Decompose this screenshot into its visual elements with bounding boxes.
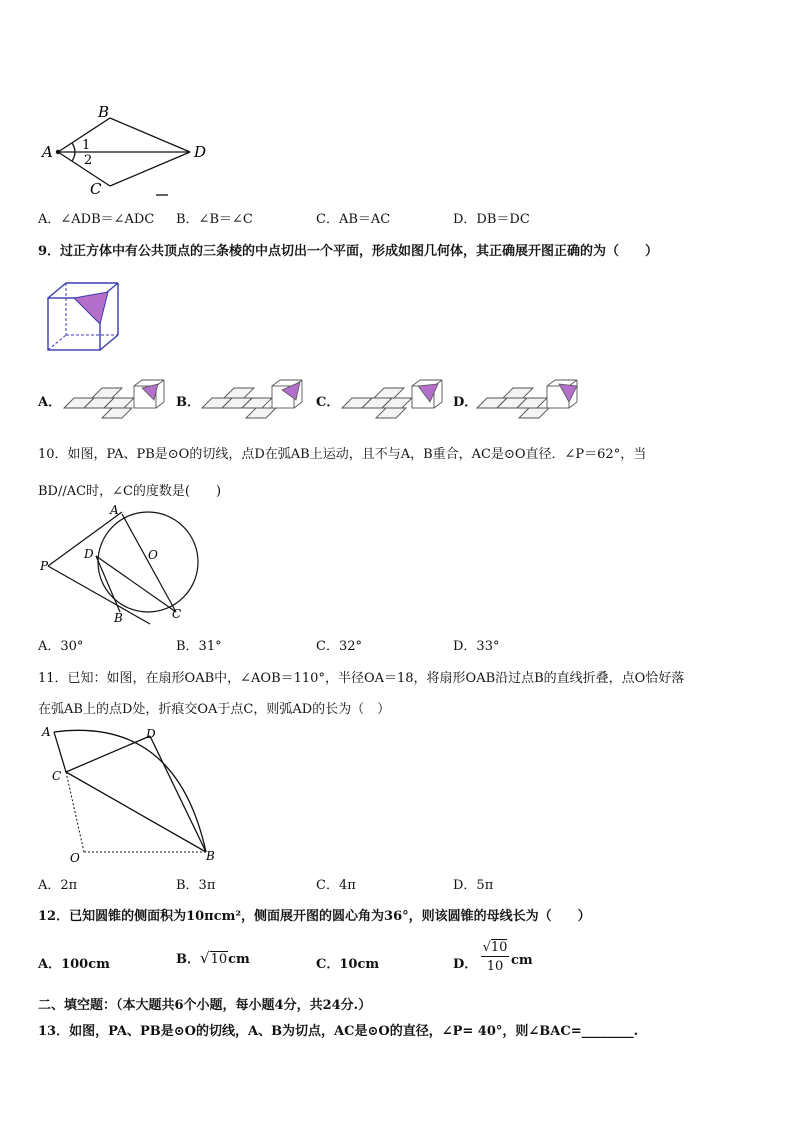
q8-label-a: A: [42, 143, 53, 161]
q8-option-b[interactable]: B．∠B＝∠C: [176, 212, 253, 227]
q12-option-d-fraction: [481, 940, 509, 974]
q10-option-c[interactable]: C．32°: [316, 639, 362, 654]
q8-angle-2: 2: [84, 153, 93, 168]
q12-option-c[interactable]: C．10cm: [316, 957, 380, 972]
q11-option-b[interactable]: B．3π: [176, 878, 216, 893]
section-heading: 二、填空题：（本大题共6个小题，每小题4分，共24分.）: [38, 998, 372, 1013]
q12-option-d-numerator: 10: [490, 940, 508, 955]
q10-option-a[interactable]: A．30°: [38, 639, 84, 654]
q13-end: .: [633, 1024, 639, 1039]
q13-answer-blank[interactable]: ________: [581, 1024, 634, 1039]
q9-option-b-label[interactable]: B．: [176, 395, 200, 410]
q9-net-a[interactable]: [62, 378, 172, 420]
q10-label-b: B: [114, 611, 123, 625]
q11-figure: [36, 720, 226, 868]
q8-label-d: D: [194, 143, 207, 161]
q9-option-c-label[interactable]: C．: [316, 395, 340, 410]
q8-label-b: B: [98, 103, 110, 121]
q8-figure: [38, 100, 218, 198]
q12-question: 12．已知圆锥的侧面积为10πcm²，侧面展开图的圆心角为36°，则该圆锥的母线长为（ ）: [38, 909, 591, 924]
q12-option-d-unit: cm: [511, 953, 533, 968]
q10-label-p: P: [40, 559, 49, 573]
q12-option-d-label: D．: [453, 957, 478, 972]
q11-label-o: O: [70, 851, 80, 865]
q9-option-a-label[interactable]: A．: [38, 395, 62, 410]
q12-option-a[interactable]: A．100cm: [38, 957, 110, 972]
q9-option-d-label[interactable]: D．: [453, 395, 478, 410]
q12-option-b-radicand: 10: [210, 952, 228, 967]
q9-question: 9．过正方体中有公共顶点的三条棱的中点切出一个平面，形成如图几何体，其正确展开图正确的为（ ）: [38, 244, 659, 259]
q8-label-c: C: [90, 180, 102, 198]
q9-net-b[interactable]: [200, 378, 310, 420]
q10-label-a: A: [110, 503, 119, 517]
q10-label-d: D: [84, 547, 94, 561]
q13-question: [38, 1020, 638, 1039]
q11-question-line1: 11．已知：如图，在扇形OAB中，∠AOB＝110°，半径OA＝18，将扇形OAB沿过点B的直线折叠，点O恰好落: [38, 671, 685, 686]
q10-option-b[interactable]: B．31°: [176, 639, 222, 654]
q10-question-line1: 10．如图，PA、PB是⊙O的切线，点D在弧AB上运动，且不与A，B重合，AC是⊙O直径．∠P＝62°，当: [38, 447, 647, 462]
q9-cube-figure: [44, 280, 124, 354]
q11-label-c: C: [52, 769, 62, 783]
q13-question-text: 13．如图，PA、PB是⊙O的切线，A、B为切点，AC是⊙O的直径，∠P= 40°，则∠BAC=: [38, 1024, 582, 1039]
q8-angle-1: 1: [82, 138, 91, 153]
q11-option-c[interactable]: C．4π: [316, 878, 356, 893]
q10-label-c: C: [172, 607, 182, 621]
q12-option-b[interactable]: [176, 948, 250, 967]
q11-option-d[interactable]: D．5π: [453, 878, 494, 893]
sqrt-sign-icon: √: [482, 940, 491, 955]
q11-label-a: A: [42, 725, 51, 739]
sqrt-sign-icon: √: [200, 949, 210, 967]
q11-label-b: B: [206, 849, 215, 863]
q11-option-a[interactable]: A．2π: [38, 878, 78, 893]
q12-option-b-unit: cm: [228, 952, 250, 967]
q9-net-c[interactable]: [340, 378, 450, 420]
q9-net-d[interactable]: [475, 378, 585, 420]
q12-option-d-denominator: 10: [486, 959, 504, 974]
q8-option-c[interactable]: C．AB＝AC: [316, 212, 391, 227]
q8-option-d[interactable]: D．DB＝DC: [453, 212, 530, 227]
q10-label-o: O: [148, 548, 158, 562]
q11-question-line2: 在弧AB上的点D处，折痕交OA于点C，则弧AD的长为（ ）: [38, 702, 391, 717]
q10-question-line2: BD//AC时，∠C的度数是( ): [38, 484, 222, 499]
q10-option-d[interactable]: D．33°: [453, 639, 500, 654]
q8-option-a[interactable]: A．∠ADB＝∠ADC: [38, 212, 155, 227]
q10-figure: [36, 500, 206, 628]
q12-option-b-label: B．: [176, 952, 200, 967]
q11-label-d: D: [146, 727, 156, 741]
